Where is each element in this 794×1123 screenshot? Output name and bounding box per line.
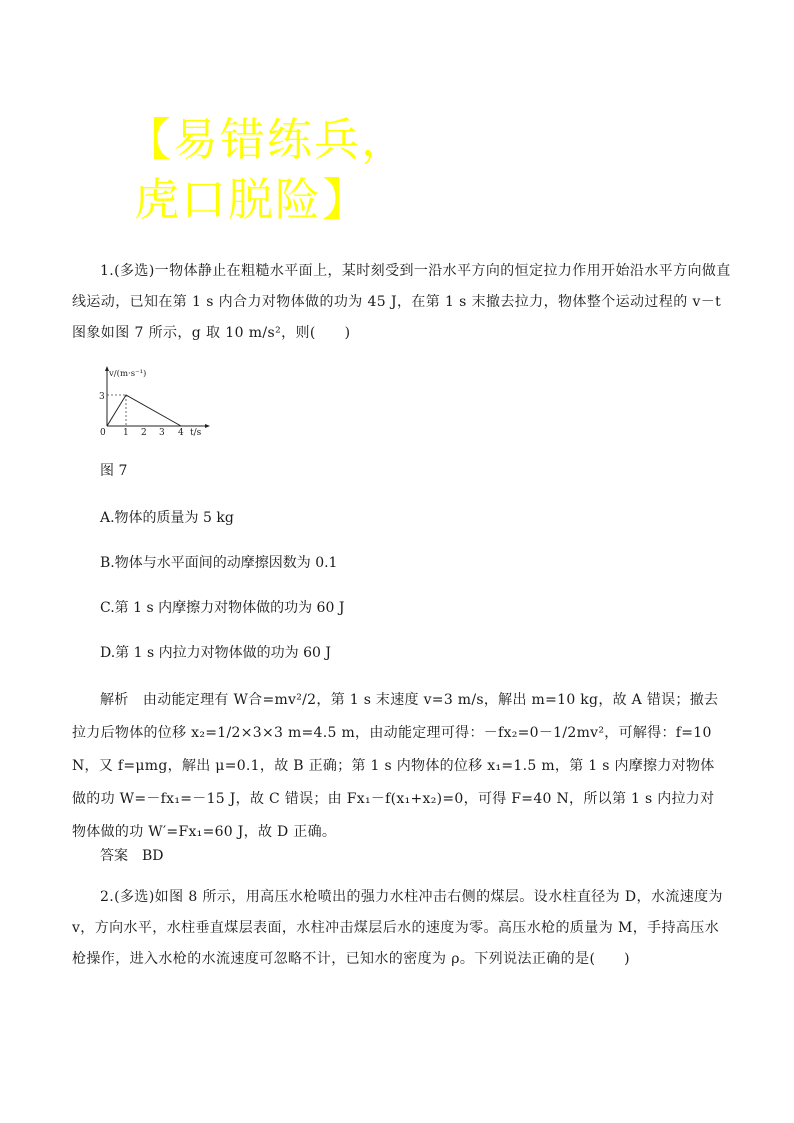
option-d: D.第 1 s 内拉力对物体做的功为 60 J — [100, 645, 331, 661]
option-c: C.第 1 s 内摩擦力对物体做的功为 60 J — [100, 600, 345, 616]
x-tick-label: 2 — [141, 428, 147, 438]
title-line-1: 【易错练兵， — [126, 113, 409, 166]
figure-caption: 图 7 — [100, 463, 128, 479]
y-axis-label: v/(m·s⁻¹) — [109, 369, 147, 379]
vt-graph-figure — [99, 364, 211, 442]
option-a: A.物体的质量为 5 kg — [100, 510, 234, 526]
x-tick-label: 4 — [178, 428, 184, 438]
solution-analysis: 解析 由动能定理有 W合=mv²/2，第 1 s 末速度 v=3 m/s，解出 m=10 kg，故 A 错误；撤去拉力后物体的位移 x₂=1/2×3×3 m=4.5 m，由动能定理可得：－fx₂=0－1/2mv²，可解得：f=10 N，又 f=μmg，解出 μ=0.1，故 B 正确；第 1 s 内物体的位移 x₁=1.5 m，第 1 s 内摩擦力对物体做的功 W=－fx₁=－15 J，故 C 错误；由 Fx₁－f(x₁+x₂)=0，可得 F=40 N，所以第 1 s 内拉力对物体做的功 W′=Fx₁=60 J，故 D 正确。 — [72, 692, 719, 840]
question-2-stem: 2.(多选)如图 8 所示，用高压水枪喷出的强力水柱冲击右侧的煤层。设水柱直径为 D，水流速度为 v，方向水平，水柱垂直煤层表面，水柱冲击煤层后水的速度为零。高压水枪的质量为 M，手持高压水枪操作，进入水枪的水流速度可忽略不计，已知水的密度为 ρ。下列说法正确的是( ) — [72, 889, 723, 967]
velocity-line — [107, 395, 181, 426]
y-tick-label: 3 — [99, 392, 105, 402]
x-axis-arrow — [205, 424, 210, 428]
title-line-2: 虎口脱险】 — [134, 173, 370, 226]
origin-label: 0 — [100, 428, 106, 438]
answer-line: 答案 BD — [100, 848, 164, 864]
x-axis-label: t/s — [190, 428, 202, 438]
x-tick-label: 3 — [159, 428, 165, 438]
vt-graph — [99, 364, 211, 438]
x-tick-label: 1 — [123, 428, 129, 438]
option-b: B.物体与水平面间的动摩擦因数为 0.1 — [100, 555, 338, 571]
question-1-stem: 1.(多选)一物体静止在粗糙水平面上，某时刻受到一沿水平方向的恒定拉力作用开始沿水平方向做直线运动，已知在第 1 s 内合力对物体做的功为 45 J，在第 1 s 末撤去拉力，物体整个运动过程的 v－t 图象如图 7 所示，g 取 10 m/s²，则( ) — [72, 263, 731, 341]
section-title — [126, 110, 408, 230]
